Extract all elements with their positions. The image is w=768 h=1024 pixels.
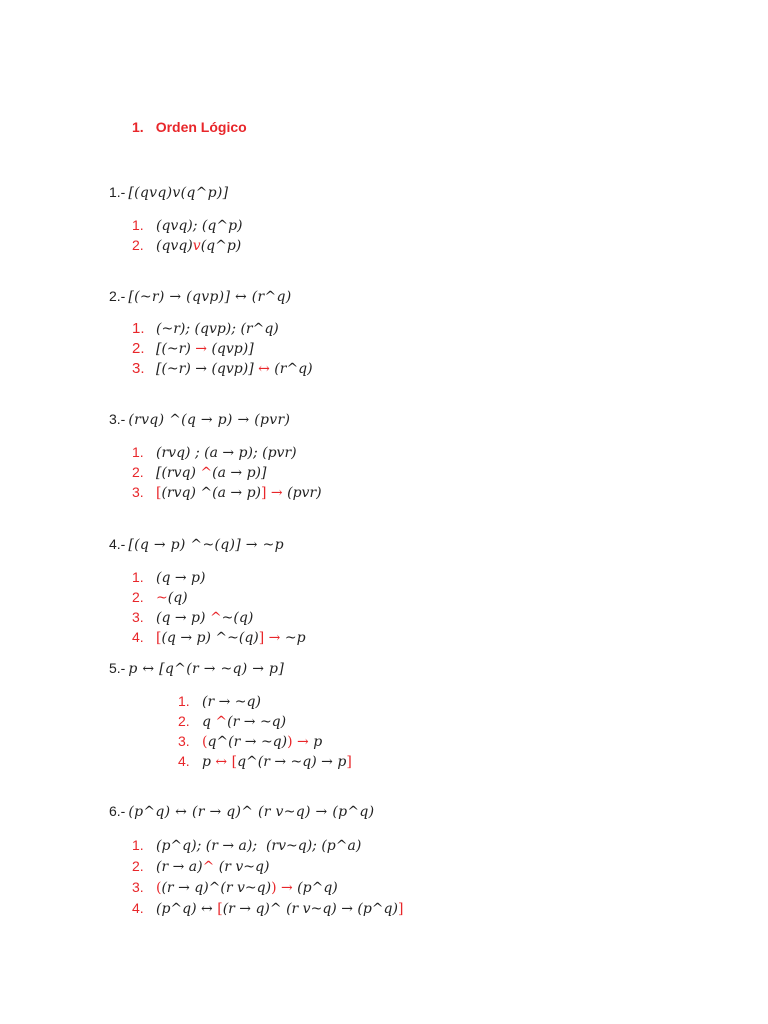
expression-part: (𝑞𝑣𝑞); (𝑞^𝑝) (156, 218, 243, 234)
exercise-formula: (𝑟𝑣𝑞) ^(𝑞 → 𝑝) → (𝑝𝑣𝑟) (128, 412, 291, 428)
step-item (132, 482, 322, 502)
step-number: 1. (132, 444, 144, 460)
step-item (178, 711, 352, 731)
step-number: 3. (132, 609, 144, 625)
step-item (132, 462, 322, 482)
title-text: Orden Lógico (155, 119, 247, 135)
step-item (132, 587, 306, 607)
exercise-number: 3.- (109, 411, 126, 427)
highlighted-connective: [ (231, 754, 238, 770)
step-expression (156, 339, 254, 359)
expression-part: (𝑝𝑣𝑟) (282, 485, 322, 501)
step-number: 1. (178, 693, 190, 709)
exercise-heading-4 (109, 536, 284, 553)
highlighted-connective: → (270, 485, 283, 501)
step-expression (156, 608, 253, 628)
expression-part: 𝑝 (308, 734, 323, 750)
expression-part: (~𝑟); (𝑞𝑣𝑝); (𝑟^𝑞) (156, 321, 279, 337)
exercise-steps-5 (178, 691, 352, 771)
exercise-number: 6.- (109, 803, 126, 819)
step-expression (156, 216, 243, 236)
step-item (132, 835, 403, 856)
expression-part: ~(𝑞) (221, 610, 254, 626)
step-number: 3. (132, 360, 145, 377)
expression-part: (𝑞 → 𝑝) (156, 610, 210, 626)
exercise-steps-6 (132, 835, 403, 919)
expression-part: (𝑞 → 𝑝) ^~(𝑞) (161, 630, 259, 646)
highlighted-connective: → (297, 734, 309, 750)
expression-part: (𝑝^𝑞) (292, 880, 338, 896)
expression-part: [(~𝑟) (156, 341, 196, 357)
step-expression (156, 463, 266, 483)
exercise-number: 4.- (109, 536, 126, 552)
exercise-formula: [(𝑞 → 𝑝) ^~(𝑞)] → ~𝑝 (128, 537, 284, 553)
step-item (132, 215, 243, 235)
highlighted-connective: ^ (200, 465, 213, 481)
exercise-steps-4 (132, 567, 306, 647)
highlighted-connective: ↔ (215, 754, 228, 770)
step-item (178, 691, 352, 711)
highlighted-connective: ( (156, 880, 162, 896)
expression-part: 𝑞^(𝑟 → ~𝑞) → 𝑝 (237, 754, 347, 770)
highlighted-connective: ) (271, 880, 277, 896)
exercise-heading-3 (109, 411, 290, 428)
step-expression (156, 359, 313, 379)
step-expression (156, 588, 188, 608)
step-item (178, 751, 352, 771)
exercise-number: 1.- (109, 184, 126, 200)
highlighted-connective: [ (156, 485, 162, 501)
expression-part: (𝑝^𝑞); (𝑟 → 𝑎); (𝑟𝑣~𝑞); (𝑝^𝑎) (156, 838, 362, 854)
expression-part: (𝑟 → 𝑞)^(𝑟 𝑣~𝑞) (161, 880, 272, 896)
expression-part: (𝑟^𝑞) (269, 361, 313, 377)
highlighted-connective: ^ (215, 714, 228, 730)
title-number: 1. (132, 119, 144, 135)
expression-part: (𝑟 → ~𝑞) (202, 694, 261, 710)
step-number: 4. (132, 900, 144, 916)
step-number: 2. (132, 589, 144, 605)
expression-part: (𝑞𝑣𝑞) (156, 238, 193, 254)
exercise-steps-3 (132, 442, 322, 502)
step-expression (156, 878, 338, 898)
step-item (132, 877, 403, 898)
highlighted-connective: ] (346, 754, 352, 770)
exercise-formula: 𝑝 ↔ [𝑞^(𝑟 → ~𝑞) → 𝑝] (128, 661, 285, 677)
step-number: 1. (132, 320, 145, 337)
step-item (132, 898, 403, 919)
step-expression (156, 628, 306, 648)
expression-part: (𝑞^𝑝) (200, 238, 242, 254)
exercise-number: 5.- (109, 660, 126, 676)
expression-part: (𝑞𝑣𝑝)] (207, 341, 254, 357)
expression-part: 𝑞^(𝑟 → ~𝑞) (207, 734, 288, 750)
step-expression (156, 836, 361, 856)
step-expression (202, 692, 261, 712)
step-expression (156, 319, 279, 339)
expression-part: (𝑟𝑣𝑞) ^(𝑎 → 𝑝) (161, 485, 261, 501)
highlighted-connective: ] (261, 485, 267, 501)
highlighted-connective: ~ (156, 590, 168, 606)
step-number: 3. (132, 484, 144, 500)
highlighted-connective: ) (287, 734, 293, 750)
highlighted-connective: [ (156, 630, 162, 646)
expression-part: [(𝑟𝑣𝑞) (156, 465, 201, 481)
step-number: 1. (132, 569, 144, 585)
expression-part: (𝑟 → ~𝑞) (227, 714, 287, 730)
highlighted-connective: [ (217, 901, 223, 917)
expression-part: (𝑟𝑣𝑞) ; (𝑎 → 𝑝); (𝑝𝑣𝑟) (156, 445, 297, 461)
step-number: 4. (132, 629, 144, 645)
step-number: 1. (132, 837, 144, 853)
step-number: 2. (132, 464, 144, 480)
expression-part: (𝑞) (167, 590, 188, 606)
highlighted-connective: ] (258, 630, 265, 646)
exercise-heading-1 (109, 184, 228, 201)
exercise-formula: [(~𝑟) → (𝑞𝑣𝑝)] ↔ (𝑟^𝑞) (128, 289, 292, 305)
step-number: 3. (178, 733, 190, 749)
expression-part: ~𝑝 (280, 630, 306, 646)
step-number: 4. (178, 753, 190, 769)
step-item (132, 627, 306, 647)
expression-part: 𝑝 (202, 754, 216, 770)
step-item (132, 359, 313, 379)
highlighted-connective: ↔ (258, 361, 270, 377)
step-expression (156, 443, 297, 463)
highlighted-connective: ( (202, 734, 208, 750)
step-expression (202, 712, 286, 732)
highlighted-connective: 𝑣 (192, 238, 201, 254)
expression-part: (𝑟 → 𝑞)^ (𝑟 𝑣~𝑞) → (𝑝^𝑞) (222, 901, 398, 917)
exercise-number: 2.- (109, 288, 126, 304)
exercise-steps-2 (132, 319, 313, 379)
step-item (132, 339, 313, 359)
step-expression (156, 857, 269, 877)
highlighted-connective: → (195, 341, 207, 357)
step-item (132, 607, 306, 627)
exercise-formula: (𝑝^𝑞) ↔ (𝑟 → 𝑞)^ (𝑟 𝑣~𝑞) → (𝑝^𝑞) (128, 804, 375, 820)
exercise-formula: [(𝑞𝑣𝑞)𝑣(𝑞^𝑝)] (128, 185, 229, 201)
expression-part: (𝑎 → 𝑝)] (212, 465, 267, 481)
step-expression (156, 899, 403, 919)
exercise-heading-6 (109, 803, 374, 820)
highlighted-connective: ] (397, 901, 404, 917)
highlighted-connective: ^ (202, 859, 215, 875)
expression-part: (𝑟 → 𝑎) (156, 859, 203, 875)
step-expression (156, 568, 205, 588)
step-item (132, 442, 322, 462)
step-expression (202, 732, 322, 752)
step-number: 2. (132, 237, 144, 253)
step-expression (156, 483, 322, 503)
exercise-heading-5 (109, 660, 284, 677)
step-number: 2. (178, 713, 190, 729)
highlighted-connective: → (268, 630, 281, 646)
exercise-heading-2 (109, 288, 292, 305)
step-number: 2. (132, 340, 145, 357)
step-number: 2. (132, 858, 144, 874)
expression-part: (𝑟 𝑣~𝑞) (214, 859, 270, 875)
step-item (178, 731, 352, 751)
document-title (132, 119, 247, 135)
expression-part: (𝑞 → 𝑝) (156, 570, 206, 586)
step-expression (202, 752, 352, 772)
step-item (132, 567, 306, 587)
step-expression (156, 236, 241, 256)
highlighted-connective: → (281, 880, 293, 896)
expression-part: [(~𝑟) → (𝑞𝑣𝑝)] (156, 361, 259, 377)
highlighted-connective: ^ (209, 610, 222, 626)
expression-part: 𝑞 (202, 714, 216, 730)
step-item (132, 856, 403, 877)
expression-part: (𝑝^𝑞) ↔ (156, 901, 218, 917)
step-number: 1. (132, 217, 144, 233)
step-number: 3. (132, 879, 144, 895)
exercise-steps-1 (132, 215, 243, 255)
step-item (132, 235, 243, 255)
step-item (132, 319, 313, 339)
